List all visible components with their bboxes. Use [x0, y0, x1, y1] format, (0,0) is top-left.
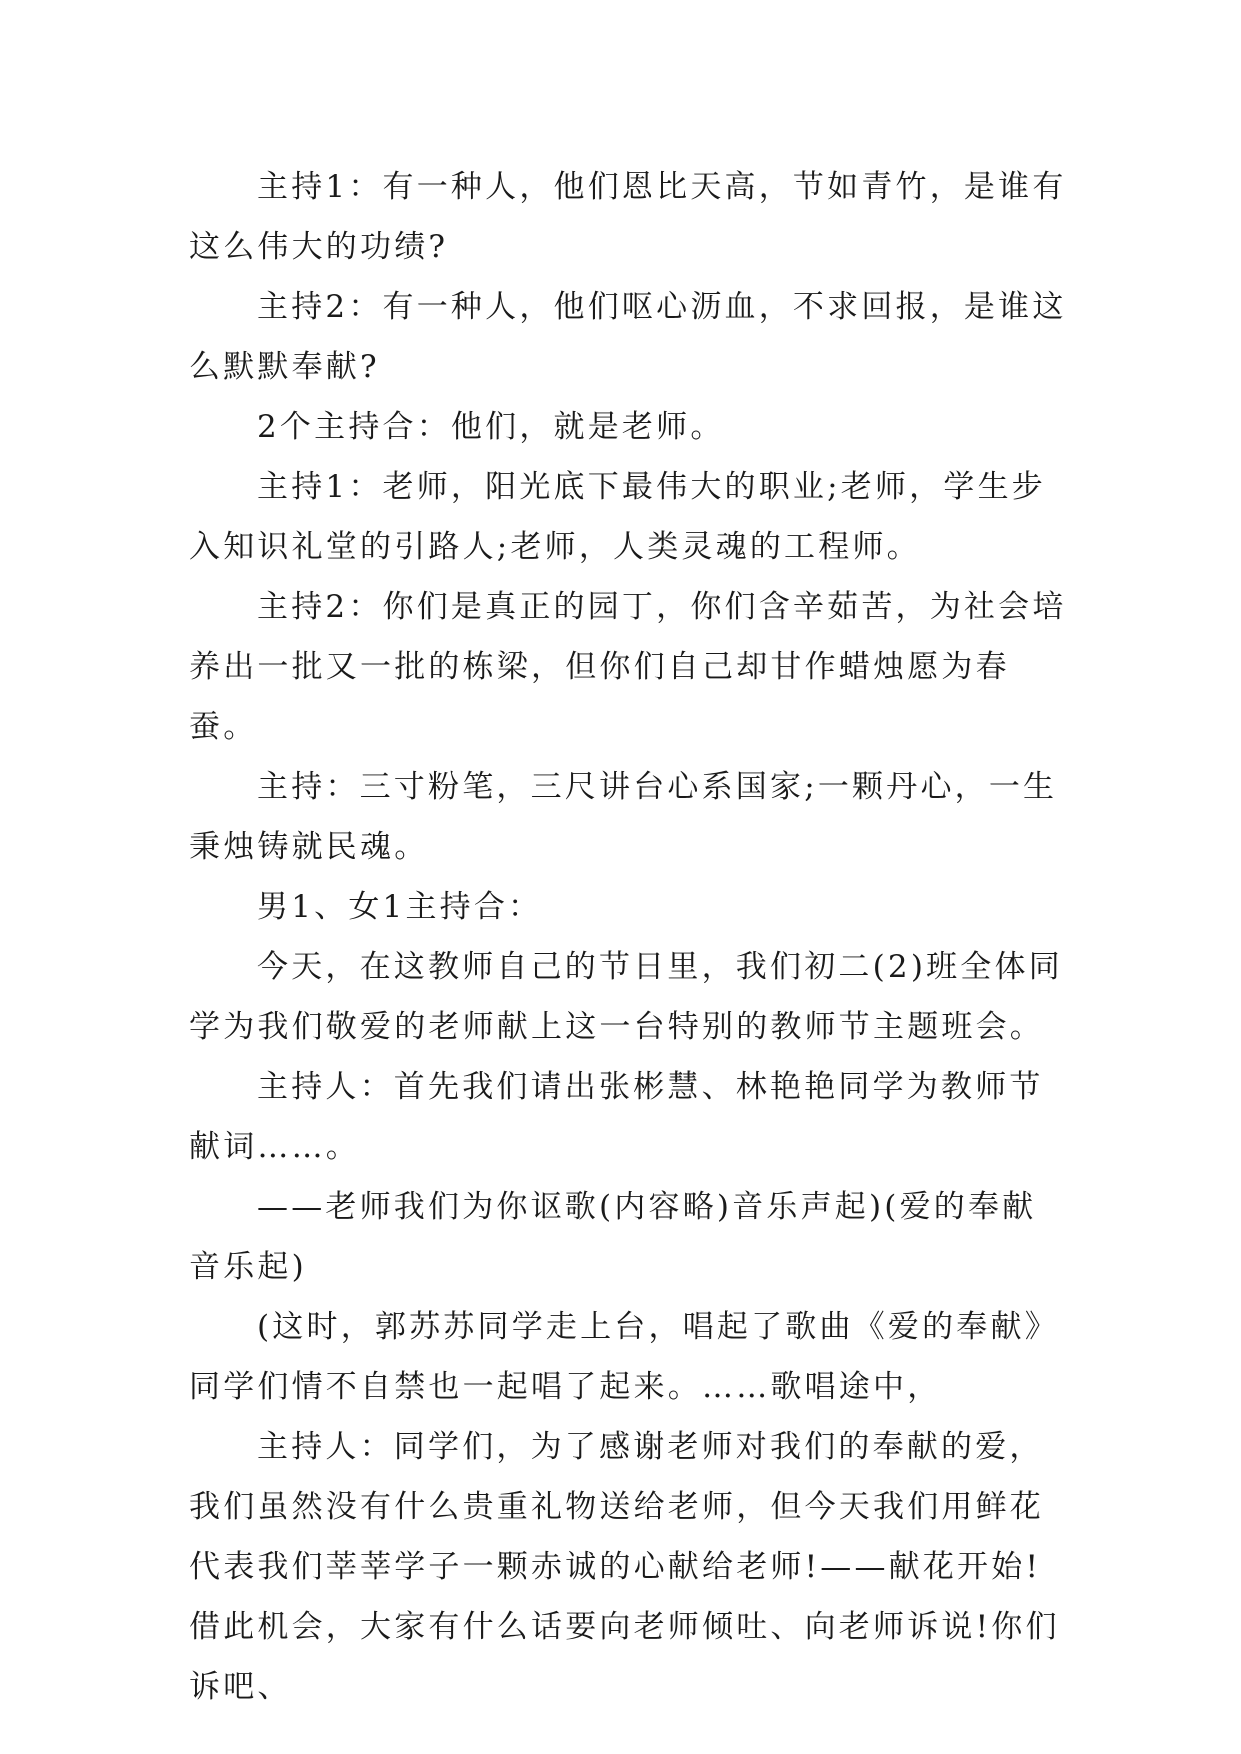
paragraph-song: (这时，郭苏苏同学走上台，唱起了歌曲《爱的奉献》同学们情不自禁也一起唱了起来。……歌唱途中，: [189, 1309, 1059, 1405]
paragraph-today: 今天，在这教师自己的节日里，我们初二(2)班全体同学为我们敬爱的老师献上这一台特别的教师节主题班会。: [189, 949, 1063, 1045]
paragraph-flowers: 主持人：同学们，为了感谢老师对我们的奉献的爱，我们虽然没有什么贵重礼物送给老师，但今天我们用鲜花代表我们莘莘学子一颗赤诚的心献给老师!——献花开始!借此机会，大家有什么话要向老师倾吐、向老师诉说!你们诉吧、: [189, 1429, 1060, 1705]
paragraph-host1-intro: 主持1：有一种人，他们恩比天高，节如青竹，是谁有这么伟大的功绩?: [189, 169, 1067, 265]
paragraph-host-chalk: 主持：三寸粉笔，三尺讲台心系国家;一颗丹心，一生秉烛铸就民魂。: [189, 769, 1058, 865]
paragraph-host2-gardener: 主持2：你们是真正的园丁，你们含辛茹苦，为社会培养出一批又一批的栋梁，但你们自己却甘作蜡烛愿为春蚕。: [189, 589, 1067, 745]
paragraph-host2-intro: 主持2：有一种人，他们呕心沥血，不求回报，是谁这么默默奉献?: [189, 289, 1067, 385]
document-body: [189, 157, 1069, 1717]
paragraph-host-dedication: 主持人：首先我们请出张彬慧、林艳艳同学为教师节献词……。: [189, 1069, 1044, 1165]
paragraph-music: ——老师我们为你讴歌(内容略)音乐声起)(爱的奉献音乐起): [189, 1189, 1037, 1285]
paragraph-both-hosts: 2个主持合：他们，就是老师。: [257, 409, 725, 445]
paragraph-male-female-hosts: 男1、女1主持合：: [257, 889, 543, 925]
paragraph-host1-teacher: 主持1：老师，阳光底下最伟大的职业;老师，学生步入知识礼堂的引路人;老师，人类灵魂的工程师。: [189, 469, 1046, 565]
